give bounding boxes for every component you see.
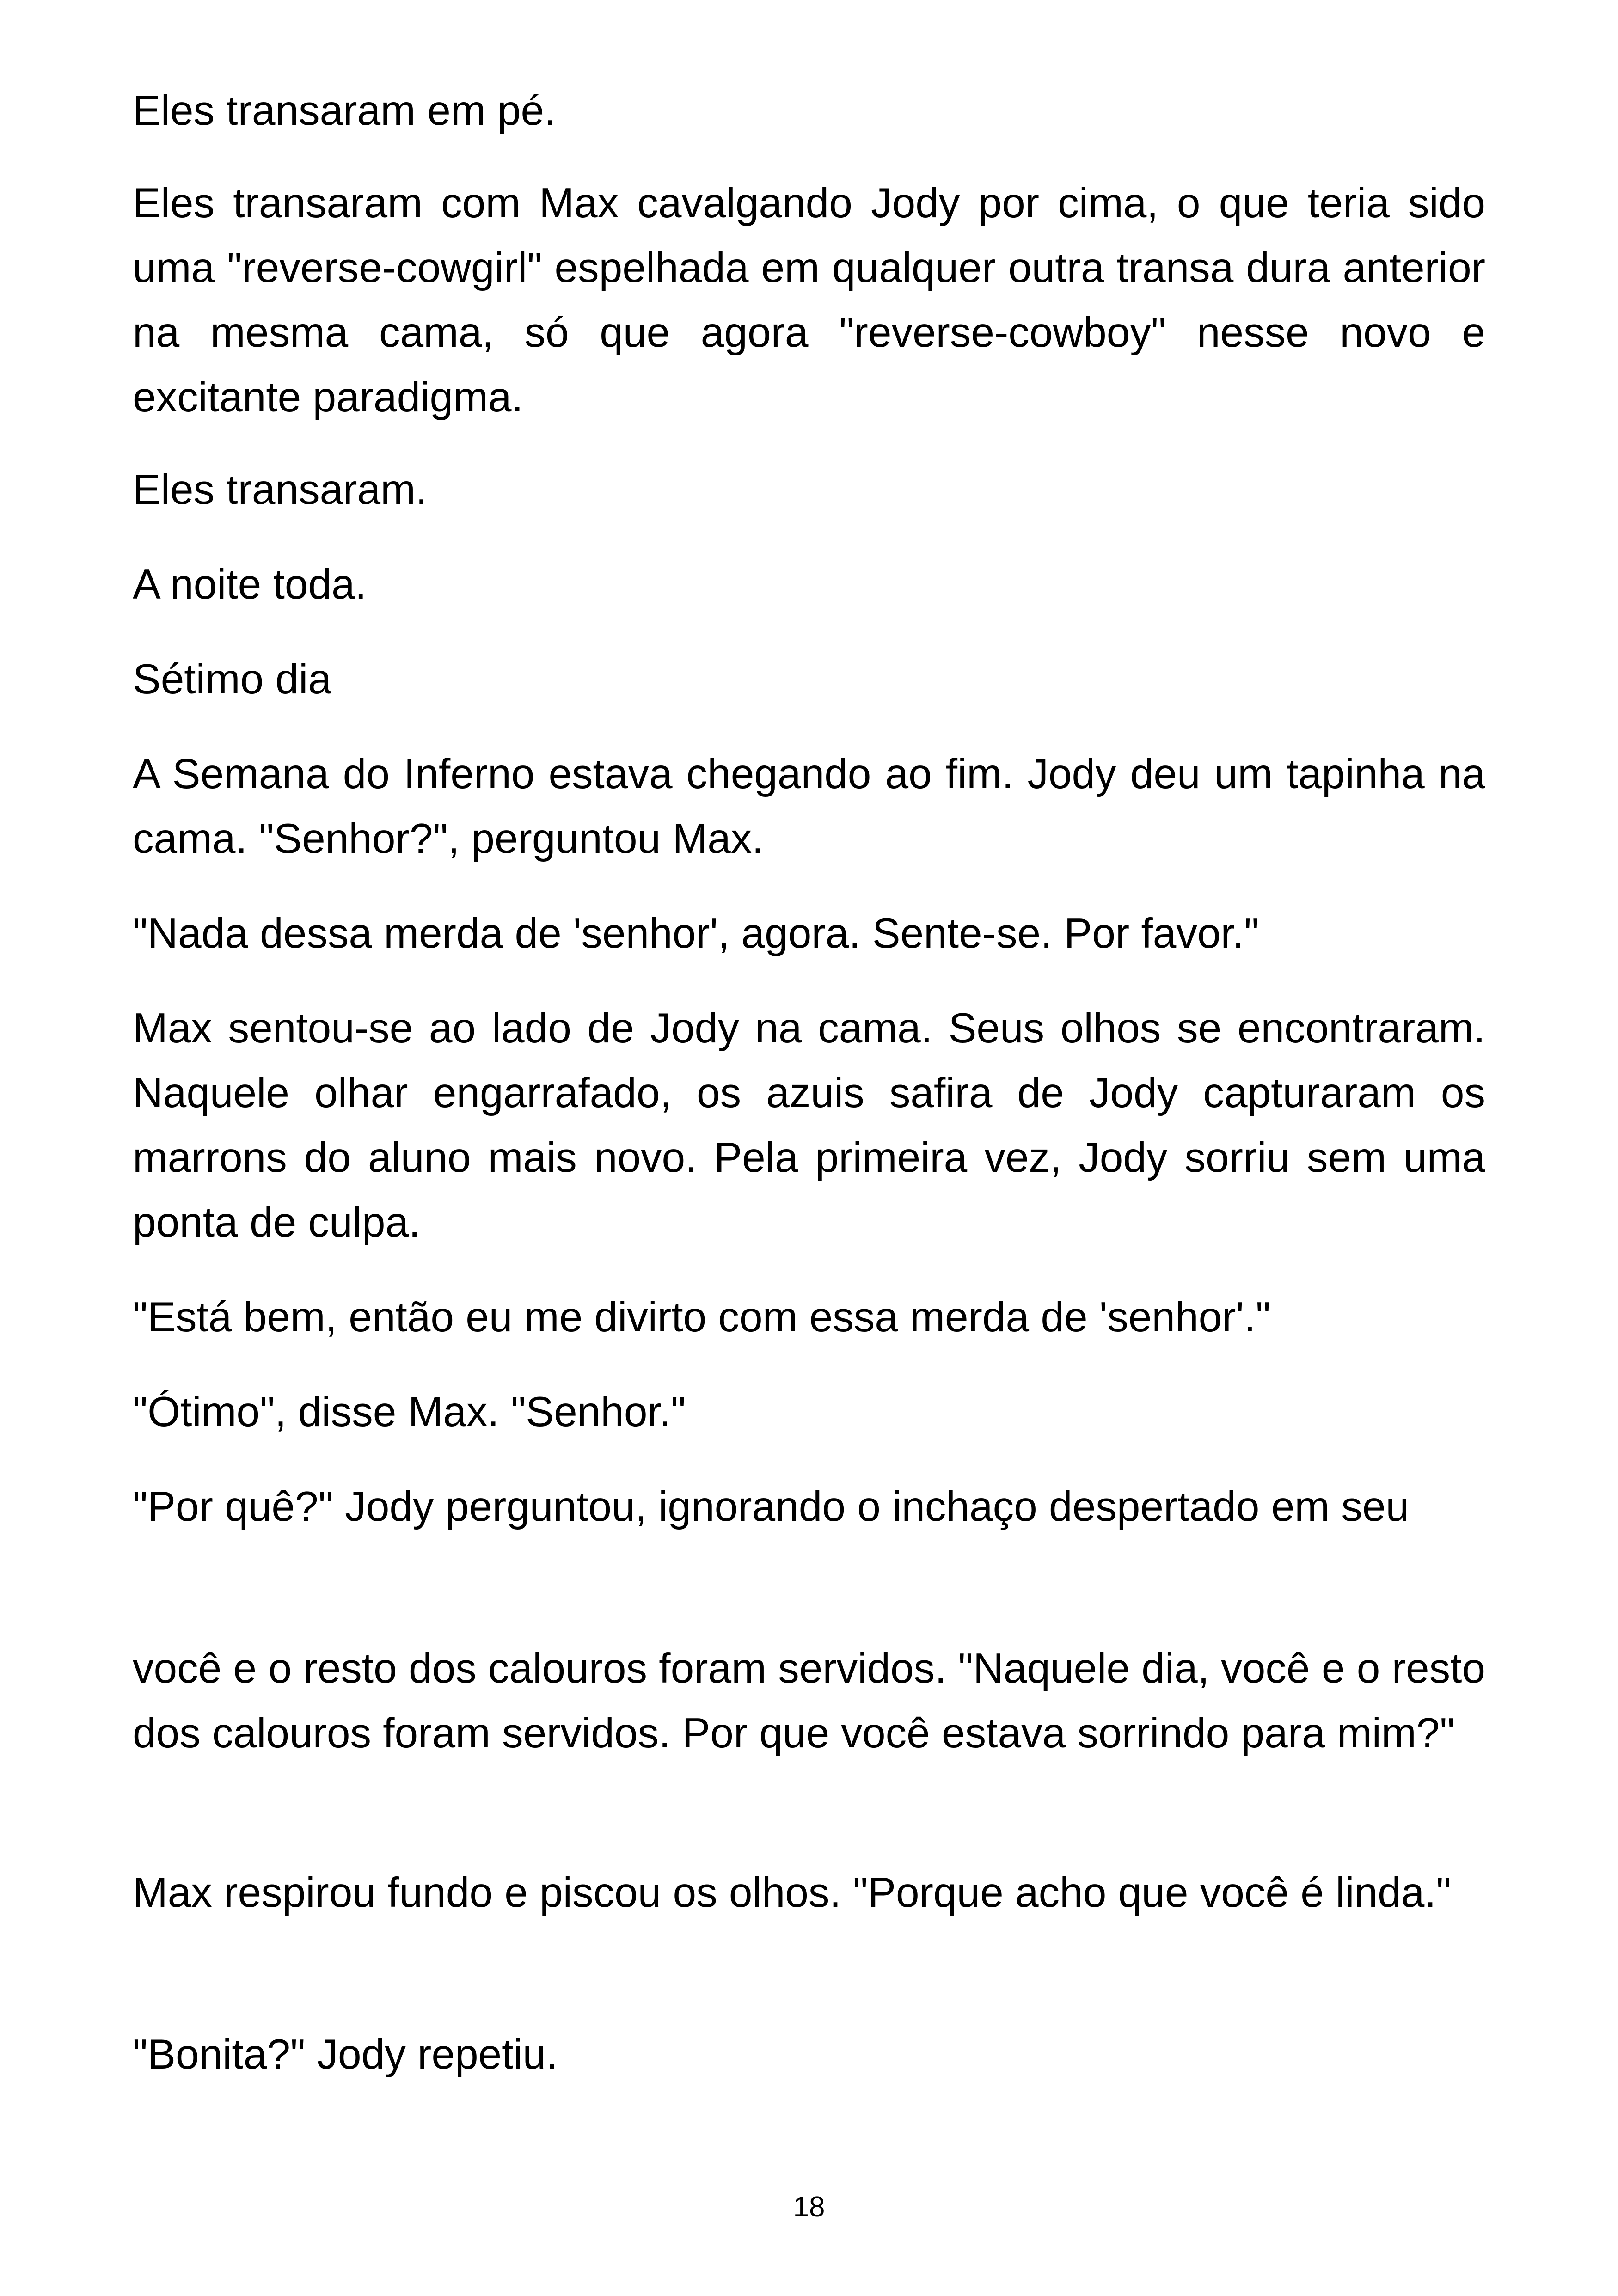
page-number: 18 xyxy=(793,2191,825,2223)
paragraph-4: A noite toda. xyxy=(133,561,367,608)
paragraph-7: Max sentou-se ao lado de Jody na cama. Seus olhos se encontraram. Naquele olhar engarrafado, os azuis safira de Jody capturaram os marrons do aluno mais novo. Pela primeira vez, Jody sorriu sem uma ponta de culpa. xyxy=(133,1005,1485,1246)
paragraph-6: "Nada dessa merda de 'senhor', agora. Sente-se. Por favor." xyxy=(133,910,1259,957)
paragraph-2: Eles transaram com Max cavalgando Jody por cima, o que teria sido uma "reverse-cowgirl" espelhada em qualquer outra transa dura anterior na mesma cama, só que agora "reverse-cowboy" nesse novo e excitante paradigma. xyxy=(133,180,1485,421)
paragraph-3: Eles transaram. xyxy=(133,466,428,513)
paragraph-1: Eles transaram em pé. xyxy=(133,87,556,134)
paragraph-5: A Semana do Inferno estava chegando ao fim. Jody deu um tapinha na cama. "Senhor?", perguntou Max. xyxy=(133,751,1485,862)
page-body xyxy=(133,0,1485,2296)
paragraph-10: "Por quê?" Jody perguntou, ignorando o inchaço despertado em seu xyxy=(133,1483,1410,1530)
paragraph-13: "Bonita?" Jody repetiu. xyxy=(133,2031,558,2078)
paragraph-11: você e o resto dos calouros foram servidos. "Naquele dia, você e o resto dos calouros foram servidos. Por que você estava sorrindo para mim?" xyxy=(133,1645,1485,1757)
paragraph-9: "Ótimo", disse Max. "Senhor." xyxy=(133,1389,686,1435)
section-heading: Sétimo dia xyxy=(133,656,331,703)
paragraph-12: Max respirou fundo e piscou os olhos. "Porque acho que você é linda." xyxy=(133,1869,1451,1916)
paragraph-8: "Está bem, então eu me divirto com essa merda de 'senhor'." xyxy=(133,1294,1271,1341)
